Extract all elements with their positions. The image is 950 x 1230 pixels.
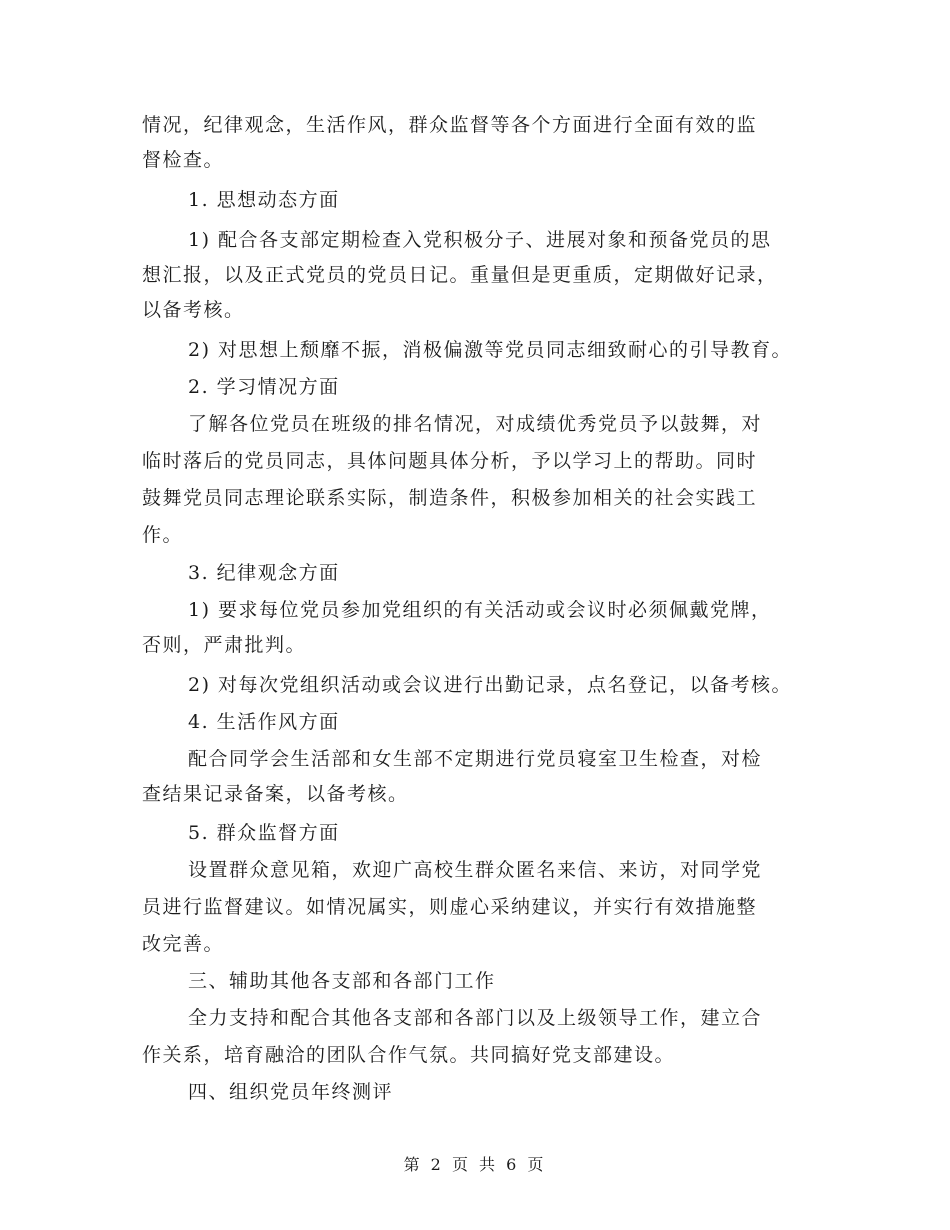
section-heading: 3. 纪律观念方面: [188, 562, 340, 584]
text-line: 1) 要求每位党员参加党组织的有关活动或会议时必须佩戴党牌，: [188, 599, 772, 621]
page-number-footer: 第 2 页 共 6 页: [403, 1155, 547, 1174]
section-heading: 三、辅助其他各支部和各部门工作: [188, 970, 496, 992]
text-line: 否则，严肃批判。: [142, 634, 307, 656]
text-line: 2) 对每次党组织活动或会议进行出勤记录，点名登记，以备考核。: [188, 674, 793, 696]
text-line: 全力支持和配合其他各支部和各部门以及上级领导工作，建立合: [188, 1007, 763, 1029]
text-line: 想汇报，以及正式党员的党员日记。重量但是更重质，定期做好记录，: [142, 264, 778, 286]
text-line: 作关系，培育融洽的团队合作气氛。共同搞好党支部建设。: [142, 1044, 676, 1066]
text-line: 鼓舞党员同志理论联系实际，制造条件，积极参加相关的社会实践工: [142, 487, 758, 509]
text-line: 2) 对思想上颓靡不振，消极偏激等党员同志细致耐心的引导教育。: [188, 339, 793, 361]
text-line: 1) 配合各支部定期检查入党积极分子、进展对象和预备党员的思: [188, 229, 772, 251]
section-heading: 2. 学习情况方面: [188, 376, 340, 398]
section-heading: 1. 思想动态方面: [188, 189, 340, 211]
section-heading: 4. 生活作风方面: [188, 711, 340, 733]
text-line: 以备考核。: [142, 299, 245, 321]
section-heading: 四、组织党员年终测评: [188, 1081, 394, 1103]
text-line: 设置群众意见箱，欢迎广高校生群众匿名来信、来访，对同学党: [188, 859, 763, 881]
text-line: 配合同学会生活部和女生部不定期进行党员寝室卫生检查，对检: [188, 748, 763, 770]
text-line: 作。: [142, 524, 184, 546]
text-line: 员进行监督建议。如情况属实，则虚心采纳建议，并实行有效措施整: [142, 896, 758, 918]
text-line: 了解各位党员在班级的排名情况，对成绩优秀党员予以鼓舞，对: [188, 413, 763, 435]
section-heading: 5. 群众监督方面: [188, 822, 340, 844]
text-line: 情况，纪律观念，生活作风，群众监督等各个方面进行全面有效的监: [142, 114, 758, 136]
text-line: 督检查。: [142, 149, 225, 171]
text-line: 查结果记录备案，以备考核。: [142, 783, 409, 805]
text-line: 临时落后的党员同志，具体问题具体分析，予以学习上的帮助。同时: [142, 450, 758, 472]
text-line: 改完善。: [142, 933, 225, 955]
